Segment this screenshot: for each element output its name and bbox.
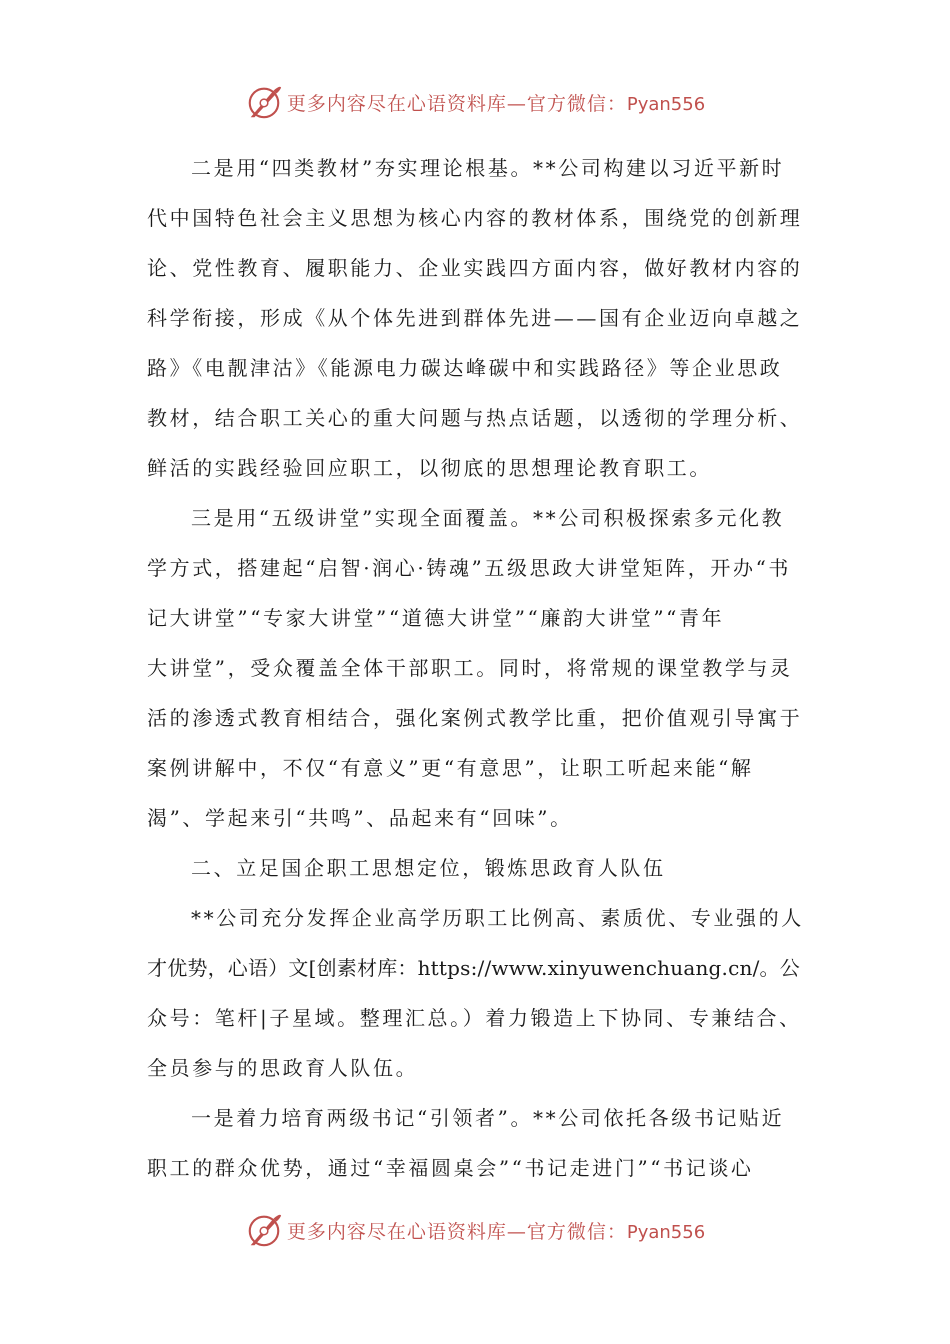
quill-logo-icon xyxy=(245,83,283,121)
text-line: 教材，结合职工关心的重大问题与热点话题，以透彻的学理分析、 xyxy=(147,406,803,430)
header-text: 更多内容尽在心语资料库—官方微信：Pyan556 xyxy=(286,92,706,115)
text-line: 学方式，搭建起“启智·润心·铸魂”五级思政大讲堂矩阵，开办“书 xyxy=(147,556,791,580)
header-banner xyxy=(0,82,950,122)
text-line: 记大讲堂”“专家大讲堂”“道德大讲堂”“廉韵大讲堂”“青年 xyxy=(147,606,725,630)
text-line: 二、立足国企职工思想定位，锻炼思政育人队伍 xyxy=(191,856,666,880)
text-line: **公司充分发挥企业高学历职工比例高、素质优、专业强的人 xyxy=(191,906,804,930)
text-line: 三是用“五级讲堂”实现全面覆盖。**公司积极探索多元化教 xyxy=(191,506,785,530)
text-line: 路》《电靓津沽》《能源电力碳达峰碳中和实践路径》等企业思政 xyxy=(147,356,783,380)
text-line: 鲜活的实践经验回应职工，以彻底的思想理论教育职工。 xyxy=(147,456,712,480)
text-line: 论、党性教育、履职能力、企业实践四方面内容，做好教材内容的 xyxy=(147,256,803,280)
text-line: 众号：笔杆|子星域。整理汇总。）着力锻造上下协同、专兼结合、 xyxy=(147,1006,802,1030)
text-line: 案例讲解中，不仅“有意义”更“有意思”，让职工听起来能“解 xyxy=(147,756,754,780)
text-line: 代中国特色社会主义思想为核心内容的教材体系，围绕党的创新理 xyxy=(147,206,803,230)
footer-wechat-id: Pyan556 xyxy=(626,1221,706,1243)
text-line: 活的渗透式教育相结合，强化案例式教学比重，把价值观引导寓于 xyxy=(147,706,803,730)
text-line: 渴”、学起来引“共鸣”、品起来有“回味”。 xyxy=(147,806,573,830)
text-line: 全员参与的思政育人队伍。 xyxy=(147,1056,419,1080)
footer-text: 更多内容尽在心语资料库—官方微信：Pyan556 xyxy=(286,1220,706,1243)
text-line: 二是用“四类教材”夯实理论根基。**公司构建以习近平新时 xyxy=(191,156,785,180)
text-line: 才优势，心语）文[创素材库：https://www.xinyuwenchuang.cn/。公 xyxy=(147,956,800,980)
quill-logo-icon xyxy=(245,1211,283,1249)
text-line: 科学衔接，形成《从个体先进到群体先进——国有企业迈向卓越之 xyxy=(147,306,803,330)
header-wechat-id: Pyan556 xyxy=(626,93,706,115)
document-body xyxy=(147,143,807,1193)
text-line: 职工的群众优势，通过“幸福圆桌会”“书记走进门”“书记谈心 xyxy=(147,1156,754,1180)
footer-banner xyxy=(0,1210,950,1250)
text-line: 一是着力培育两级书记“引领者”。**公司依托各级书记贴近 xyxy=(191,1106,785,1130)
text-line: 大讲堂”，受众覆盖全体干部职工。同时，将常规的课堂教学与灵 xyxy=(147,656,793,680)
